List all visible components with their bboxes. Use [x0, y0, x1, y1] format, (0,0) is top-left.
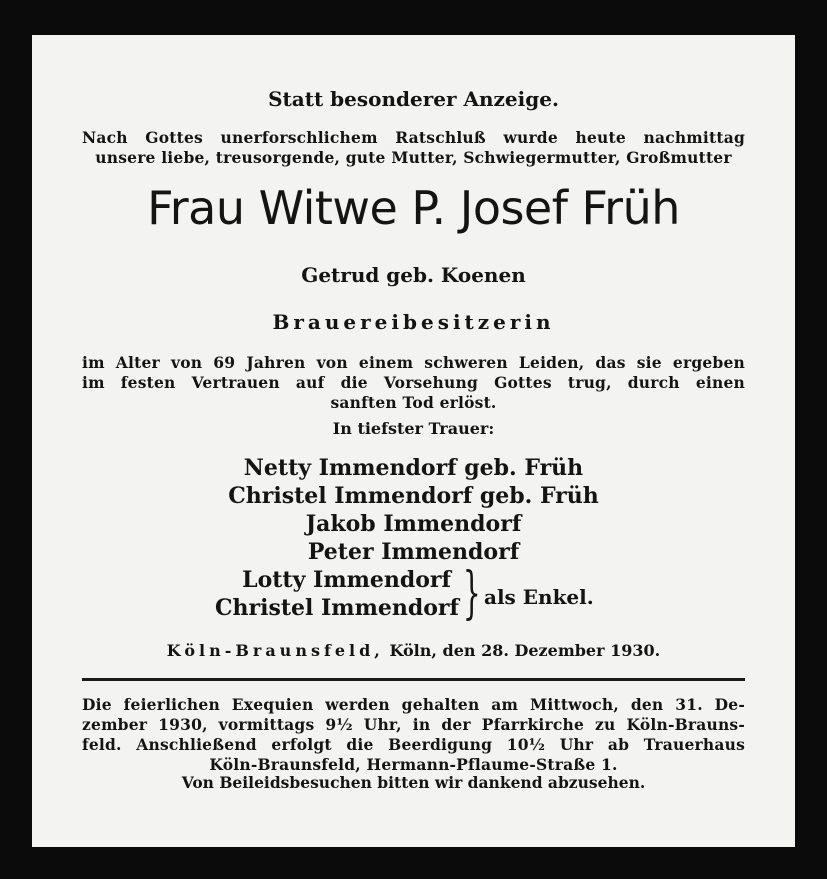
- divider: [82, 678, 745, 681]
- mourner-name: Jakob Immendorf: [305, 511, 522, 537]
- date: Köln, den 28. Dezember 1930.: [389, 641, 661, 660]
- circumstances-paragraph: [82, 353, 745, 413]
- grandchild-name: Christel Immendorf: [215, 595, 459, 621]
- funeral-line: zember 1930, vormittags 9½ Uhr, in der Pfarrkirche zu Köln-Brauns-: [82, 715, 745, 734]
- place-and-date: [32, 641, 795, 660]
- deceased-name: Frau Witwe P. Josef Früh: [147, 181, 680, 235]
- headline: Statt besonderer Anzeige.: [268, 87, 559, 111]
- funeral-line: Köln-Braunsfeld, Hermann-Pflaume-Straße 1.: [209, 755, 618, 774]
- mourner-name: Peter Immendorf: [307, 539, 520, 565]
- intro-line: Nach Gottes unerforschlichem Ratschluß wurde heute nachmittag: [82, 128, 745, 147]
- intro-paragraph: [82, 128, 745, 168]
- mourner-name: Christel Immendorf geb. Früh: [228, 483, 599, 509]
- grandchildren-note: als Enkel.: [484, 585, 594, 609]
- circumstances-line: im festen Vertrauen auf die Vorsehung Gottes trug, durch einen: [82, 373, 745, 392]
- place: Köln-Braunsfeld,: [166, 641, 384, 660]
- circumstances-line: im Alter von 69 Jahren von einem schweren Leiden, das sie ergeben: [82, 353, 745, 372]
- mourner-name: Netty Immendorf geb. Früh: [243, 455, 584, 481]
- maiden-name: Getrud geb. Koenen: [301, 263, 526, 287]
- funeral-line: Die feierlichen Exequien werden gehalten am Mittwoch, den 31. De-: [82, 695, 745, 714]
- grandchild-name: Lotty Immendorf: [242, 567, 451, 593]
- funeral-paragraph: [82, 695, 745, 775]
- closing-line: Von Beileidsbesuchen bitten wir dankend abzusehen.: [181, 773, 646, 792]
- brace-glyph: }: [462, 561, 481, 626]
- funeral-line: feld. Anschließend erfolgt die Beerdigung 10½ Uhr ab Trauerhaus: [82, 735, 745, 754]
- intro-line: unsere liebe, treusorgende, gute Mutter, Schwiegermutter, Großmutter: [95, 148, 732, 167]
- circumstances-line: sanften Tod erlöst.: [330, 393, 497, 412]
- occupation: Brauereibesitzerin: [272, 310, 555, 334]
- mourning-label: In tiefster Trauer:: [332, 419, 495, 438]
- obituary-notice: [32, 35, 795, 847]
